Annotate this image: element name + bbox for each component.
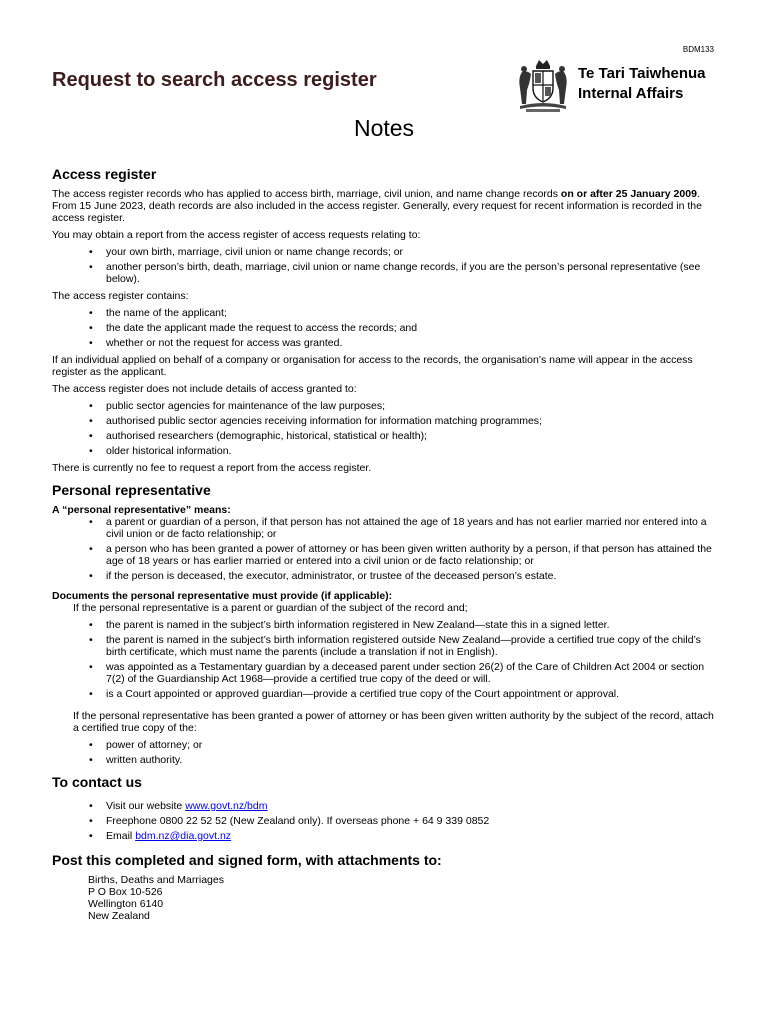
obtain-list [52, 246, 717, 285]
phone-item: • Freephone 0800 22 52 52 (New Zealand only). If overseas phone + 64 9 339 0852 [106, 815, 717, 827]
contact-heading: To contact us [52, 774, 142, 790]
contains-intro: The access register contains: [52, 290, 189, 302]
company-note: If an individual applied on behalf of a company or organisation for access to the records, the organisation’s name will appear in the access register as the applicant. [52, 354, 693, 378]
address-line: P O Box 10-526 [88, 886, 163, 898]
list-item: • a person who has been granted a power of attorney or has been given written authority by a person, if that person has attained the age of 18 years or has earlier married or entered into a civil union or de facto relationship; or [106, 543, 717, 567]
list-item: • if the person is deceased, the executor, administrator, or trustee of the deceased person’s estate. [106, 570, 717, 582]
excludes-intro: The access register does not include details of access granted to: [52, 383, 357, 395]
fee-note: There is currently no fee to request a report from the access register. [52, 462, 372, 474]
documents-label: Documents the personal representative must provide (if applicable): [52, 590, 393, 602]
org-name-maori: Te Tari Taiwhenua [578, 65, 706, 82]
document-title: Request to search access register [52, 69, 377, 91]
poa-list [52, 739, 717, 766]
org-name-english: Internal Affairs [578, 85, 684, 102]
email-link[interactable]: bdm.nz@dia.govt.nz [135, 830, 232, 842]
list-item: • the name of the applicant; [106, 307, 717, 319]
list-item: • older historical information. [106, 445, 717, 457]
list-item: • power of attorney; or [106, 739, 717, 751]
address-line: Births, Deaths and Marriages [88, 874, 224, 886]
date-cutoff: on or after 25 January 2009 [560, 188, 697, 200]
obtain-intro: You may obtain a report from the access register of access requests relating to: [52, 229, 421, 241]
access-register-heading: Access register [52, 166, 157, 182]
address-line: Wellington 6140 [88, 898, 164, 910]
parent-intro: If the personal representative is a parent or guardian of the subject of the record and; [73, 602, 468, 614]
access-register-intro: The access register records who has applied to access birth, marriage, civil union, and name change records on or after 25 January 2009. From 15 June 2023, death records are also included in the access register. Generally, every request for recent information is recorded in the access register. [52, 188, 702, 224]
list-item: • a parent or guardian of a person, if that person has not attained the age of 18 years and has not earlier married nor entered into a civil union or de facto relationship; or [106, 516, 717, 540]
list-item: • was appointed as a Testamentary guardian by a deceased parent under section 26(2) of the Care of Children Act 2004 or section 7(2) of the Guardianship Act 1968—provide a certified true copy of the deed or will. [106, 661, 717, 685]
contact-list [52, 800, 717, 842]
means-label: A “personal representative” means: [52, 504, 231, 516]
contains-list [52, 307, 717, 349]
list-item: • public sector agencies for maintenance of the law purposes; [106, 400, 717, 412]
means-list [52, 516, 717, 582]
list-item: • is a Court appointed or approved guardian—provide a certified true copy of the Court appointment or approval. [106, 688, 717, 700]
nz-coat-of-arms-icon [514, 58, 572, 114]
notes-content [52, 166, 717, 922]
list-item: • the parent is named in the subject’s birth information registered outside New Zealand—provide a certified true copy of the child’s birth certificate, which must name the parents (include a translation if not in English). [106, 634, 717, 658]
internal-affairs-logo [512, 58, 724, 114]
post-heading: Post this completed and signed form, with attachments to: [52, 852, 442, 868]
list-item: • the parent is named in the subject’s birth information registered in New Zealand—state this in a signed letter. [106, 619, 717, 631]
list-item: • authorised public sector agencies receiving information for information matching programmes; [106, 415, 717, 427]
list-item: • whether or not the request for access was granted. [106, 337, 717, 349]
list-item: • your own birth, marriage, civil union or name change records; or [106, 246, 717, 258]
website-link[interactable]: www.govt.nz/bdm [185, 800, 268, 812]
notes-title: Notes [353, 115, 415, 141]
list-item: • the date the applicant made the request to access the records; and [106, 322, 717, 334]
website-item: • Visit our website www.govt.nz/bdm [106, 800, 717, 812]
excludes-list [52, 400, 717, 457]
list-item: • written authority. [106, 754, 717, 766]
list-item: • another person’s birth, death, marriage, civil union or name change records, if you are the person’s personal representative (see below). [106, 261, 717, 285]
personal-representative-heading: Personal representative [52, 482, 211, 498]
poa-intro: If the personal representative has been granted a power of attorney or has been given written authority by the subject of the record, attach a certified true copy of the: [73, 710, 714, 734]
parent-list [52, 619, 717, 700]
list-item: • authorised researchers (demographic, historical, statistical or health); [106, 430, 717, 442]
email-item: • Email bdm.nz@dia.govt.nz [106, 830, 717, 842]
form-code: BDM133 [682, 45, 714, 54]
address-line: New Zealand [88, 910, 150, 922]
postal-address [52, 874, 717, 922]
